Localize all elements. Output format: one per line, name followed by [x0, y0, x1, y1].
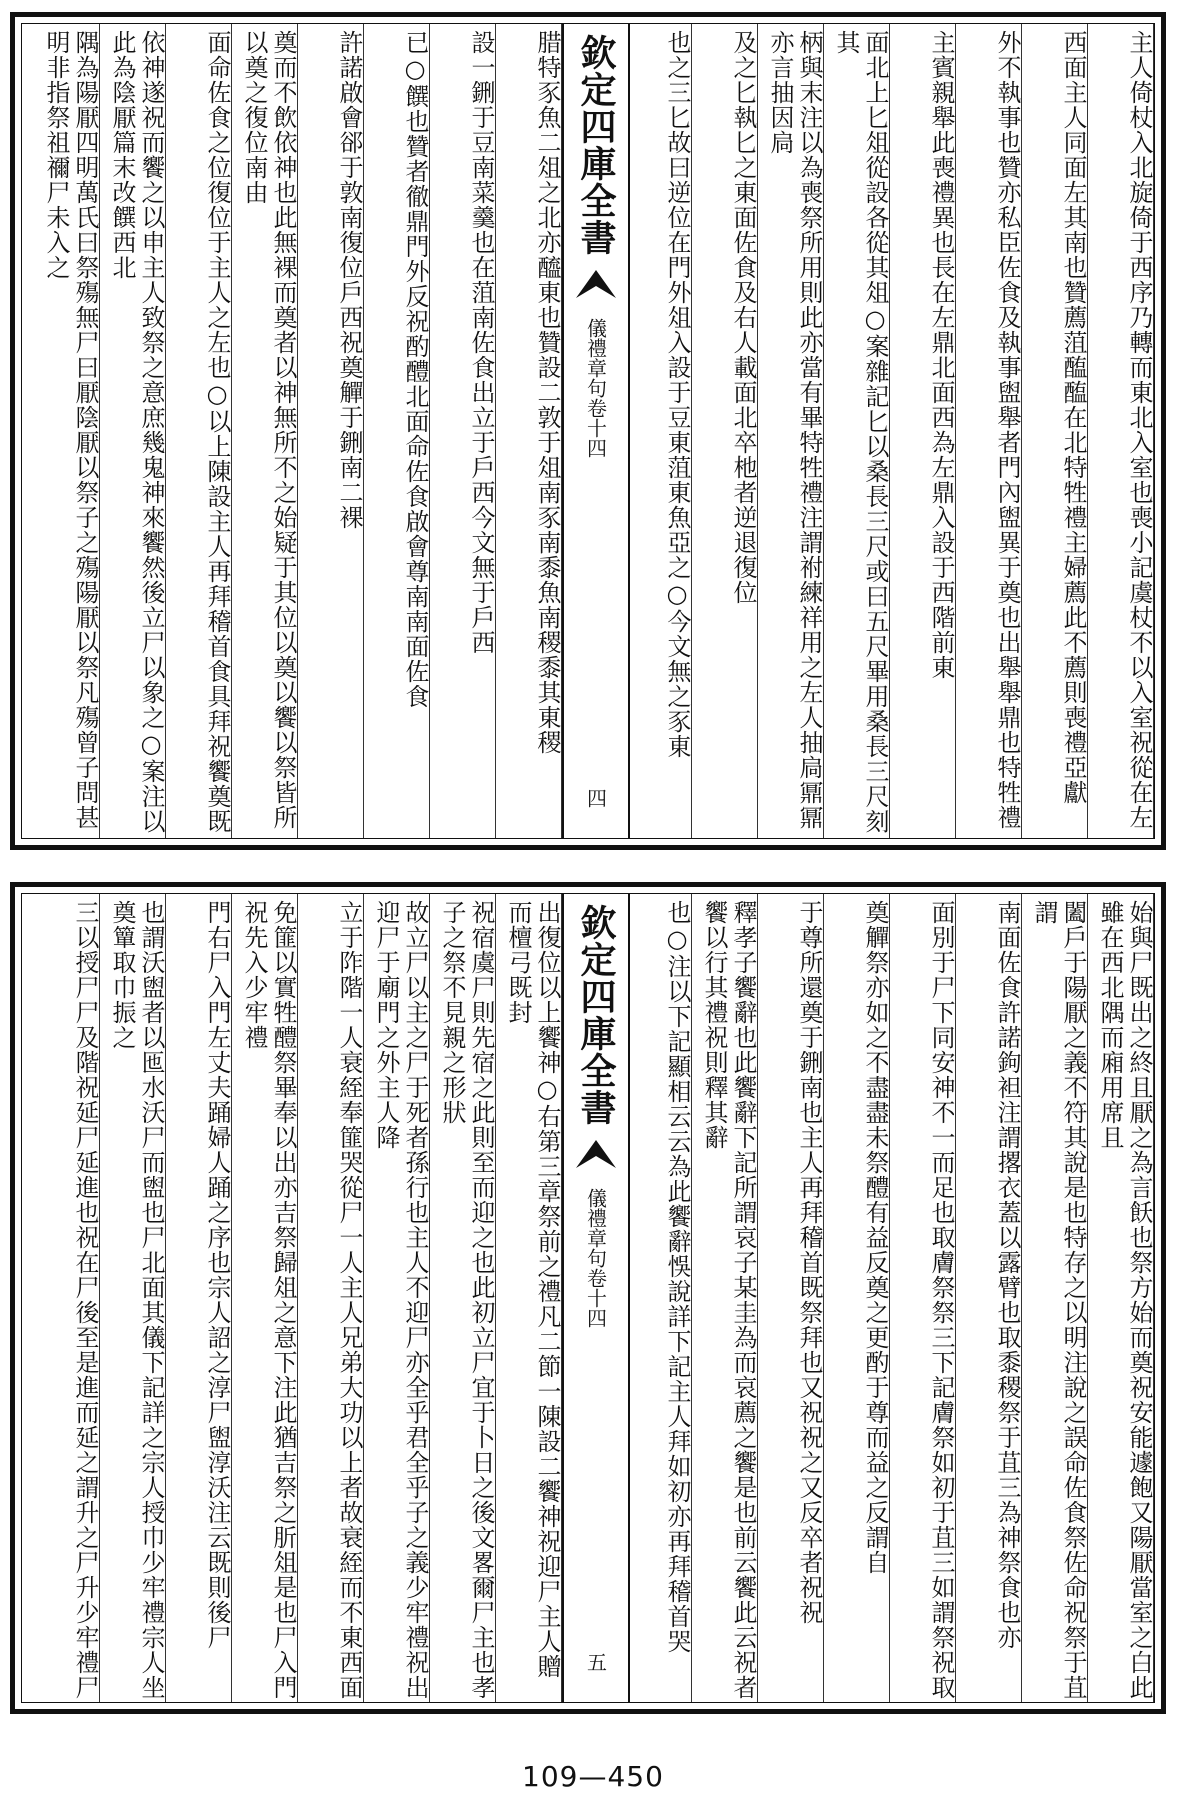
bottom-page — [10, 882, 1166, 1714]
bottom-page-columns — [21, 893, 1155, 1703]
text-column: 面北上匕俎從設各從其俎○案雜記匕以桑長三尺或曰五尺畢用桑長三尺刻其 — [824, 24, 890, 838]
spine-book-volume — [582, 1188, 611, 1328]
text-column: 設一鉶于豆南菜羹也在菹南佐食出立于戶西今文無于戶西 — [430, 24, 496, 838]
top-page — [10, 12, 1166, 850]
text-column: 也謂沃盥者以匜水沃尸而盥也尸北面其儀下記詳之宗人授巾少牢禮宗人坐奠簞取巾振之 — [100, 894, 166, 1702]
text-column: 許諾啟會郤于敦南復位戶西祝奠觶于鉶南二裸 — [298, 24, 364, 838]
text-column: 三以授尸尸及階祝延尸延進也祝在尸後至是進而延之謂升之尸升少牢禮尸 — [34, 894, 100, 1702]
fish-tail-ornament-icon — [574, 266, 618, 300]
text-column: 也○注以下記顯相云云為此饗辭悞說詳下記主人拜如初亦再拜稽首哭 — [626, 894, 692, 1702]
text-column: 隅為陽厭四明萬氏曰祭殤無尸曰厭陰厭以祭子之殤陽厭以祭凡殤曾子問甚明非指祭祖禰尸未入之 — [34, 24, 100, 838]
text-column: 外不執事也贊亦私臣佐食及執事盥舉者門內盥異于奠也出舉舉鼎也特牲禮 — [956, 24, 1022, 838]
text-column: 主人倚杖入北旋倚于西序乃轉而東北入室也喪小記虞杖不以入室祝從在左 — [1088, 24, 1154, 838]
text-column: 及之匕執匕之東面佐食及右人載面北卒杝者逆退復位 — [692, 24, 758, 838]
text-column: 已○饌也贊者徹鼎門外反祝酌醴北面命佐食啟會尊南南面佐食 — [364, 24, 430, 838]
text-column: 始與尸既出之終且厭之為言飫也祭方始而奠祝安能遽飽又陽厭當室之白此雖在西北隅而廂用席且 — [1088, 894, 1154, 1702]
text-column: 于尊所還奠于鉶南也主人再拜稽首既祭拜也又祝祝之又反卒者祝祝 — [758, 894, 824, 1702]
text-column: 免篚以實牲醴祭畢奉以出亦吉祭歸俎之意下注此猶吉祭之肵俎是也尸入門祝先入少牢禮 — [232, 894, 298, 1702]
text-column: 奠而不飲依神也此無裸而奠者以神無所不之始疑于其位以奠以饗以祭皆所以奠之復位南由 — [232, 24, 298, 838]
spine-book: 儀禮章句 — [583, 318, 608, 398]
spine-title: 欽定四庫全書 — [575, 34, 617, 256]
spine-book: 儀禮章句 — [583, 1188, 608, 1268]
text-column: 出復位以上饗神○右第三章祭前之禮凡二節一陳設二饗神祝迎尸主人贈而檀弓既封 — [496, 894, 562, 1702]
text-column: 腊特豕魚二俎之北亦醯東也贊設二敦于俎南豕南黍魚南稷黍其東稷 — [496, 24, 562, 838]
text-column: 也之三匕故曰逆位在門外俎入設于豆東菹東魚亞之○今文無之豕東 — [626, 24, 692, 838]
top-page-columns — [21, 23, 1155, 839]
text-column: 依神遂祝而饗之以申主人致祭之意庶幾鬼神來饗然後立尸以象之○案注以此為陰厭篇末改饌西北 — [100, 24, 166, 838]
spine-page-number: 四 — [583, 788, 608, 808]
text-column: 故立尸以主之尸于死者孫行也主人不迎尸亦全乎君全乎子之義少牢禮祝出迎尸于廟門之外主人降 — [364, 894, 430, 1702]
spine-page-number: 五 — [583, 1652, 608, 1672]
text-column: 西面主人同面左其南也贊薦菹醢醢在北特牲禮主婦薦此不薦則喪禮亞獻 — [1022, 24, 1088, 838]
text-column: 主賓親舉此喪禮異也長在左鼎北面西為左鼎入設于西階前東 — [890, 24, 956, 838]
top_page-spine — [562, 24, 630, 838]
spine-title: 欽定四庫全書 — [575, 904, 617, 1126]
text-column: 柄與末注以為喪祭所用則此亦當有畢特牲禮注謂祔練祥用之左人抽扃鼏鼏亦言抽因扃 — [758, 24, 824, 838]
spine-volume: 卷十四 — [583, 398, 608, 458]
text-column: 奠觶祭亦如之不盡盡未祭醴有益反奠之更酌于尊而益之反謂自 — [824, 894, 890, 1702]
text-column: 南面佐食許諾鉤袒注謂撂衣蓋以露臂也取黍稷祭于苴三為神祭食也亦 — [956, 894, 1022, 1702]
page-footer-number: 109—450 — [522, 1760, 664, 1793]
text-column: 面別于尸下同安神不一而足也取膚祭祭三下記膚祭如初于苴三如謂祭祝取 — [890, 894, 956, 1702]
fish-tail-ornament-icon — [574, 1136, 618, 1170]
bottom_page-spine — [562, 894, 630, 1702]
text-column: 闔戶于陽厭之義不符其說是也特存之以明注說之誤命佐食祭佐命祝祭于苴謂 — [1022, 894, 1088, 1702]
text-column: 面命佐食之位復位于主人之左也○以上陳設主人再拜稽首食具拜祝饗奠既 — [166, 24, 232, 838]
text-column: 門右尸入門左丈夫踊婦人踊之序也宗人詔之淳尸盥淳沃注云既則後尸 — [166, 894, 232, 1702]
text-column: 立于阼階一人衰絰奉篚哭從尸一人主人兄弟大功以上者故衰絰而不東西面 — [298, 894, 364, 1702]
spine-book-volume — [582, 318, 611, 458]
text-column: 釋孝子饗辭也此饗辭下記所謂哀子某圭為而哀薦之饗是也前云饗此云祝者饗以行其禮祝則釋其辭 — [692, 894, 758, 1702]
text-column: 祝宿虞尸則先宿之此則至而迎之也此初立尸宜于卜日之後文畧爾尸主也孝子之祭不見親之形狀 — [430, 894, 496, 1702]
spine-volume: 卷十四 — [583, 1268, 608, 1328]
